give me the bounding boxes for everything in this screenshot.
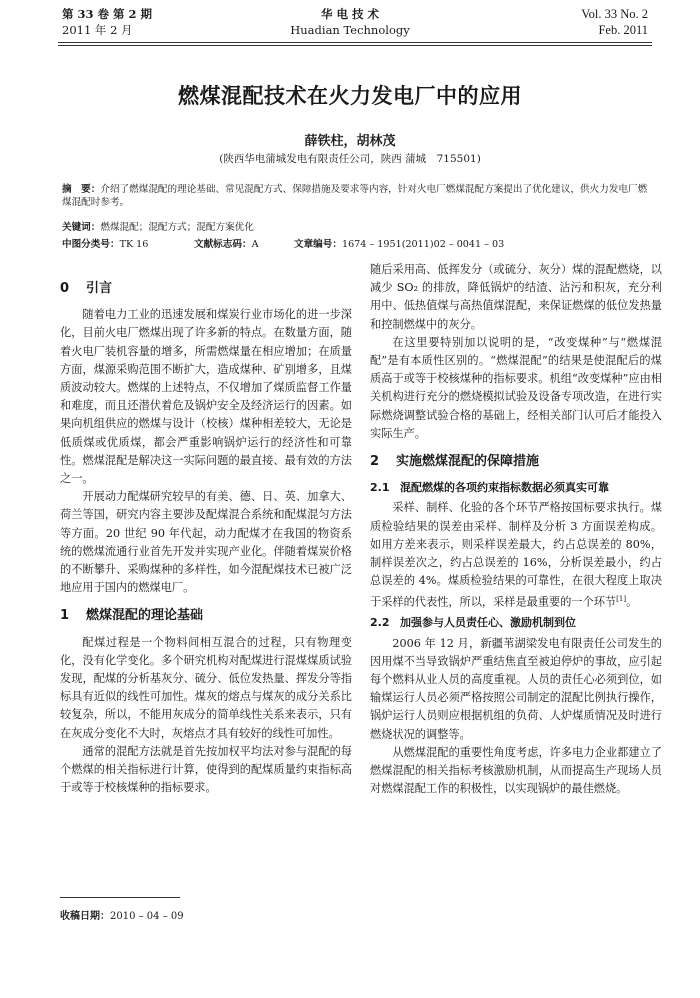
paragraph: 2006 年 12 月，新疆苇湖梁发电有限责任公司发生的因用煤不当导致锅炉严重结焦直至被迫停炉的事故，应引起每个燃料从业人员的高度重视。人员的责任心必须到位，如输煤运行人员必须严格按照公司制定的混配比例执行操作，锅炉运行人员则应根据机组的负荷、人炉煤质情况及时进行燃烧状况的调整等。 (370, 636, 662, 741)
paragraph: 随着电力工业的迅速发展和煤炭行业市场化的进一步深化，目前火电厂燃煤出现了许多新的特点。在数量方面，随着火电厂装机容量的增多，所需燃煤量在相应增加；在质量方面，煤源采购范围不断扩大，造成煤种、矿别增多，且煤质波动较大。燃煤的上述特点，不仅增加了煤质监督工作量和难度，而且还潜伏着危及锅炉安全及经济运行的因素。如果向机组供应的燃煤与设计（校核）煤种相差较大，无论是低质煤或优质煤，都会严重影响锅炉运行的经济性和可靠性。燃煤混配是解决这一实际问题的最直接、最有效的方法之一。 (60, 308, 352, 486)
header-rule-thin (58, 45, 652, 46)
abstract-label: 摘 要： (62, 184, 101, 195)
section-number: 0 (60, 281, 70, 296)
volume-issue-en: Vol. 33 No. 2 (581, 7, 648, 21)
section-title: 实施燃煤混配的保障措施 (396, 454, 540, 470)
paragraph: 通常的混配方法就是首先按加权平均法对参与混配的每个燃煤的相关指标进行计算，使得到的配煤质量约束指标高于或等于校核煤种的指标要求。 (60, 744, 352, 795)
section-title: 引言 (86, 281, 113, 296)
doc-code-value: A (251, 239, 259, 250)
journal-name-cn: 华 电 技 术 (320, 7, 379, 21)
doc-code-label: 文献标志码： (194, 239, 252, 250)
article-number-label: 文章编号： (294, 239, 342, 250)
abstract-text: 介绍了燃煤混配的理论基础、常见混配方式、保障措施及要求等内容，针对火电厂燃煤混配方案提出了优化建议，供火力发电厂燃煤混配时参考。 (62, 184, 648, 208)
author-affiliation: (陕西华电蒲城发电有限责任公司，陕西 蒲城 715501) (219, 153, 481, 165)
issue-date-cn: 2011 年 2 月 (62, 23, 133, 37)
paragraph: 在这里要特别加以说明的是，“改变煤种”与“燃煤混配”是有本质性区别的。“燃煤混配”的结果是使混配后的煤质高于或等于校核煤种的指标要求。机组“改变煤种”应由相关机构进行充分的燃烧模拟试验及设备专项改造，在进行实际燃烧调整试验合格的基础上，经相关部门认可后才能投入实际生产。 (370, 335, 662, 440)
paragraph: 配煤过程是一个物料间相互混合的过程，只有物理变化，没有化学变化。多个研究机构对配煤进行混煤煤质试验发现，配煤的分析基灰分、硫分、低位发热量、挥发分等指标具有近似的线性可加性。煤灰的熔点与煤灰的成分关系比较复杂，所以，不能用灰成分的简单线性关系来表示，只有在灰成分变化不大时，灰熔点才具有较好的线性可加性。 (60, 635, 352, 740)
header-rule (58, 42, 652, 43)
classification-line (62, 238, 652, 251)
section-heading (60, 607, 352, 625)
section-number: 1 (60, 608, 70, 624)
section-title: 燃煤混配的理论基础 (86, 608, 204, 624)
clc-label: 中图分类号： (62, 239, 120, 250)
received-date (60, 907, 184, 922)
footnote-rule (60, 897, 180, 898)
paragraph-text: 采样、制样、化验的各个环节严格按国标要求执行。煤质检验结果的误差由采样、制样及分析 3 方面误差构成。如用方差来表示，则采样误差最大，约占总误差的 80%，制样误差次之，约占总误差的 16%，分析误差最小，约占总误差的 4%。煤质检验结果的可靠性，在很大程度上取决于采样的代表性，所以，采样是最重要的一个环节 (370, 501, 662, 610)
abstract (62, 183, 652, 209)
paragraph: 开展动力配煤研究较早的有美、德、日、英、加拿大、荷兰等国，研究内容主要涉及配煤混合系统和配煤混匀方法等方面。20 世纪 90 年代起，动力配煤才在我国的物资系统的燃煤流通行业首先开发并实现产业化。伴随着煤炭价格的不断攀升、采购煤种的多样性，如今混配煤技术已被广泛地应用于国内的燃煤电厂。 (60, 490, 352, 595)
section-heading (60, 280, 352, 298)
left-column (60, 270, 352, 797)
section-number: 2 (370, 454, 380, 470)
journal-issue-en (581, 6, 648, 38)
subsection-number: 2.1 (370, 481, 390, 495)
right-column (370, 261, 662, 798)
subsection-heading (370, 614, 662, 632)
paragraph: 从燃煤混配的重要性角度考虑，许多电力企业都建立了燃煤混配的相关指标考核激励机制，从而提高生产现场人员对燃煤混配工作的积极性，以实现锅炉的最佳燃烧。 (370, 745, 662, 796)
journal-name-en: Huadian Technology (290, 23, 410, 37)
issue-date-en: Feb. 2011 (598, 23, 648, 37)
paragraph (370, 499, 662, 612)
keywords (62, 221, 652, 234)
section-heading (370, 453, 662, 471)
keywords-text: 燃煤混配；混配方式；混配方案优化 (100, 222, 254, 233)
paragraph: 随后采用高、低挥发分（或硫分、灰分）煤的混配燃烧，以减少 SO₂ 的排放，降低锅炉的结渣、沾污和积灰，充分利用中、低热值煤与高热值煤混配，来保证燃煤的低位发热量和控制燃煤中的灰分。 (370, 263, 662, 331)
citation-ref[interactable]: [1] (616, 595, 627, 604)
received-value: 2010 – 04 – 09 (110, 911, 184, 922)
clc-value: TK 16 (119, 239, 149, 250)
article-authors: 薛铁柱，胡林茂 (304, 134, 396, 149)
paragraph-end: 。 (626, 596, 638, 610)
keywords-label: 关键词： (62, 222, 101, 233)
article-number-value: 1674 – 1951(2011)02 – 0041 – 03 (341, 239, 505, 250)
received-label: 收稿日期： (60, 911, 110, 922)
subsection-heading (370, 479, 662, 497)
volume-issue: 第 33 卷 第 2 期 (62, 7, 153, 21)
subsection-title: 加强参与人员责任心、激励机制到位 (400, 616, 576, 630)
subsection-number: 2.2 (370, 616, 390, 630)
subsection-title: 混配燃煤的各项约束指标数据必须真实可靠 (400, 481, 609, 495)
article-title: 燃煤混配技术在火力发电厂中的应用 (178, 84, 522, 108)
